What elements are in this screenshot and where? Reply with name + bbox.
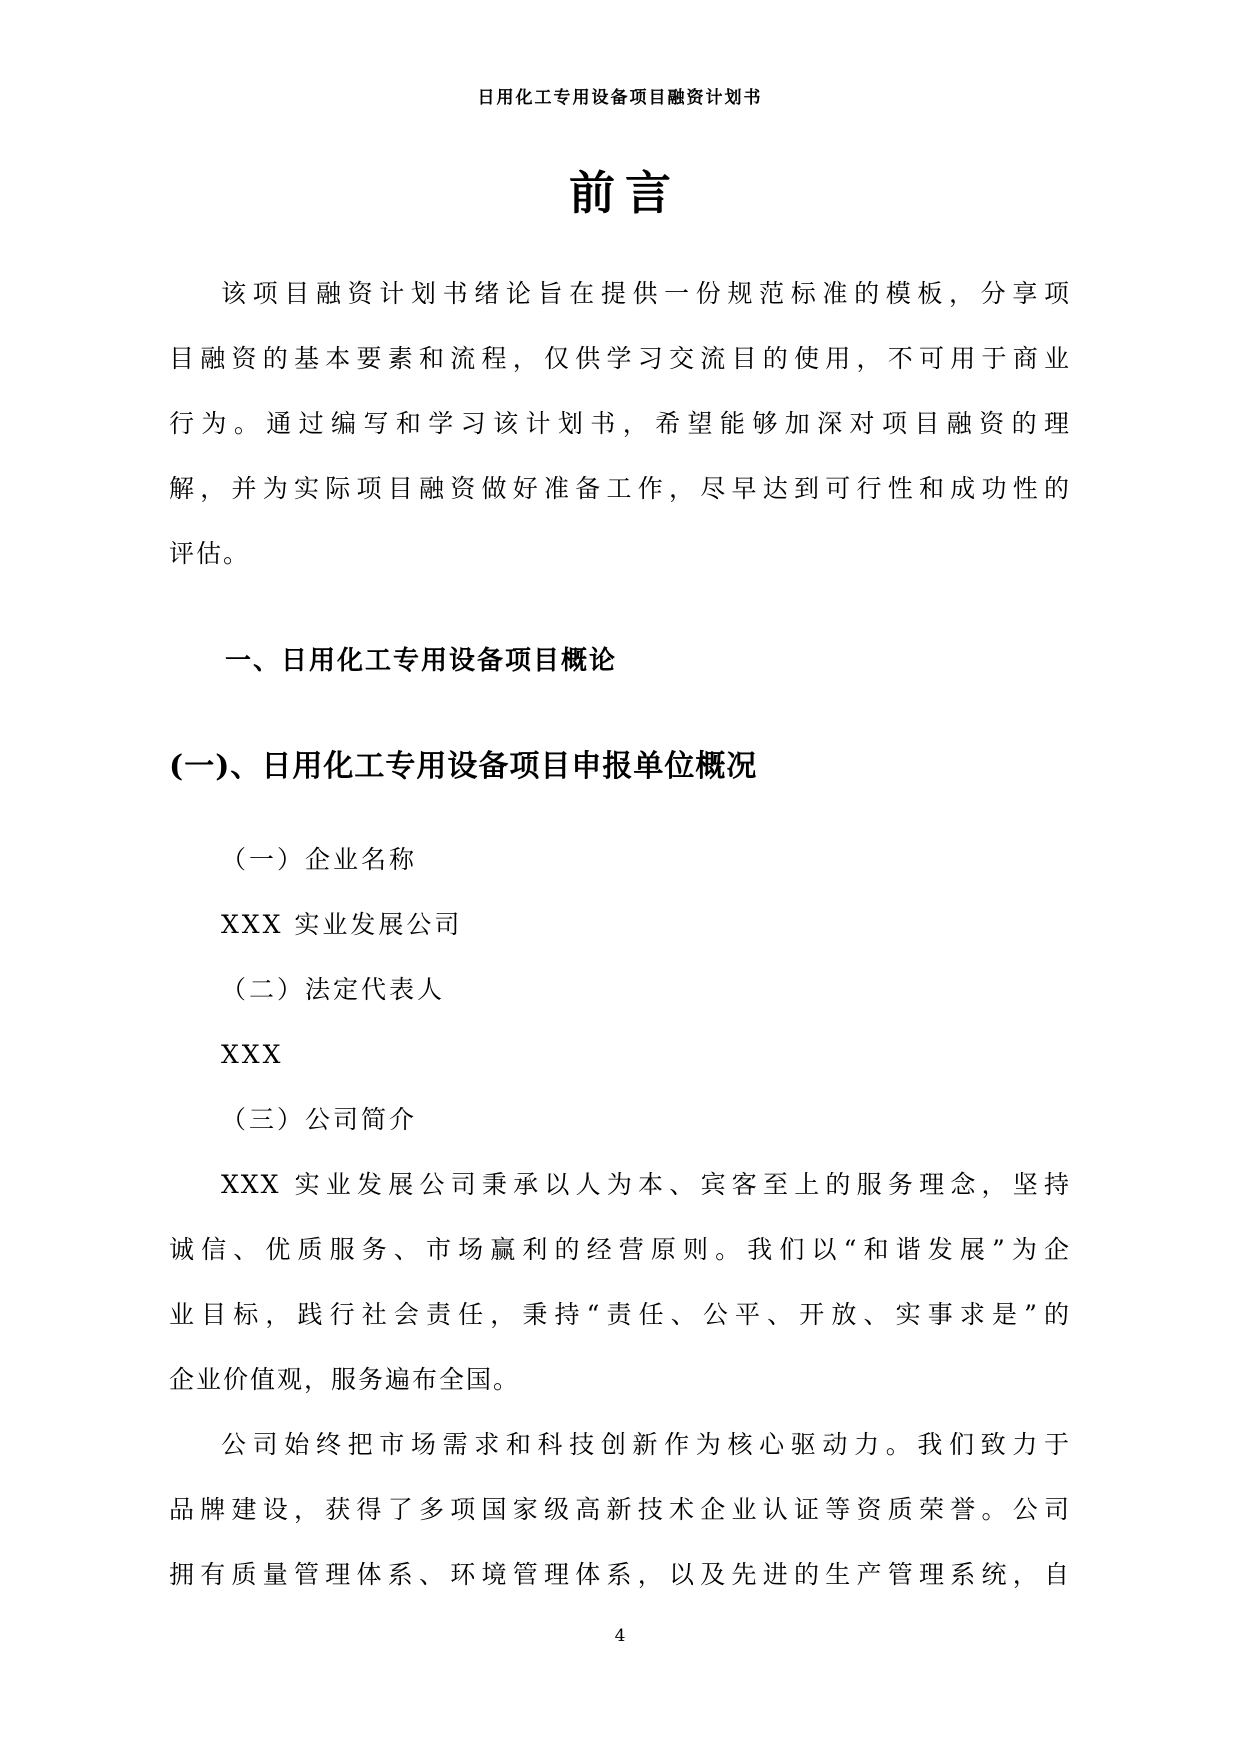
page-title: 前言 bbox=[569, 166, 681, 220]
page-content bbox=[169, 0, 1071, 1607]
paragraph-line: 行为。通过编写和学习该计划书，希望能够加深对项目融资的理 bbox=[169, 409, 1071, 438]
paragraph-line: 企业价值观，服务遍布全国。 bbox=[169, 1365, 521, 1394]
list-item: （一）企业名称 bbox=[221, 845, 418, 874]
intro-paragraph bbox=[169, 261, 1071, 586]
paragraph-line: 该项目融资计划书绪论旨在提供一份规范标准的模板，分享项 bbox=[221, 279, 1071, 308]
paragraph-line: XXX 实业发展公司秉承以人为本、宾客至上的服务理念，坚持 bbox=[221, 1170, 1071, 1199]
subsection-heading: (一)、日用化工专用设备项目申报单位概况 bbox=[169, 749, 758, 784]
list-item: （三）公司简介 bbox=[221, 1105, 418, 1134]
company-strength-paragraph bbox=[169, 1412, 1071, 1607]
list-item: XXX bbox=[221, 1040, 284, 1069]
paragraph-line: 评估。 bbox=[169, 539, 251, 568]
paragraph-line: 拥有质量管理体系、环境管理体系，以及先进的生产管理系统，自 bbox=[169, 1560, 1071, 1589]
info-list bbox=[169, 827, 1071, 1152]
section-heading: 一、日用化工专用设备项目概论 bbox=[225, 646, 618, 676]
document-header-title: 日用化工专用设备项目融资计划书 bbox=[477, 88, 763, 108]
paragraph-line: 品牌建设，获得了多项国家级高新技术企业认证等资质荣誉。公司 bbox=[169, 1495, 1071, 1524]
paragraph-line: 诚信、优质服务、市场赢利的经营原则。我们以“和谐发展”为企 bbox=[169, 1235, 1071, 1264]
paragraph-line: 目融资的基本要素和流程，仅供学习交流目的使用，不可用于商业 bbox=[169, 344, 1071, 373]
list-item: XXX 实业发展公司 bbox=[221, 910, 463, 939]
paragraph-line: 业目标，践行社会责任，秉持“责任、公平、开放、实事求是”的 bbox=[169, 1300, 1071, 1329]
page-number: 4 bbox=[614, 1626, 626, 1646]
company-intro-paragraph bbox=[169, 1152, 1071, 1412]
paragraph-line: 解，并为实际项目融资做好准备工作，尽早达到可行性和成功性的 bbox=[169, 474, 1071, 503]
paragraph-line: 公司始终把市场需求和科技创新作为核心驱动力。我们致力于 bbox=[221, 1430, 1071, 1459]
list-item: （二）法定代表人 bbox=[221, 975, 446, 1004]
